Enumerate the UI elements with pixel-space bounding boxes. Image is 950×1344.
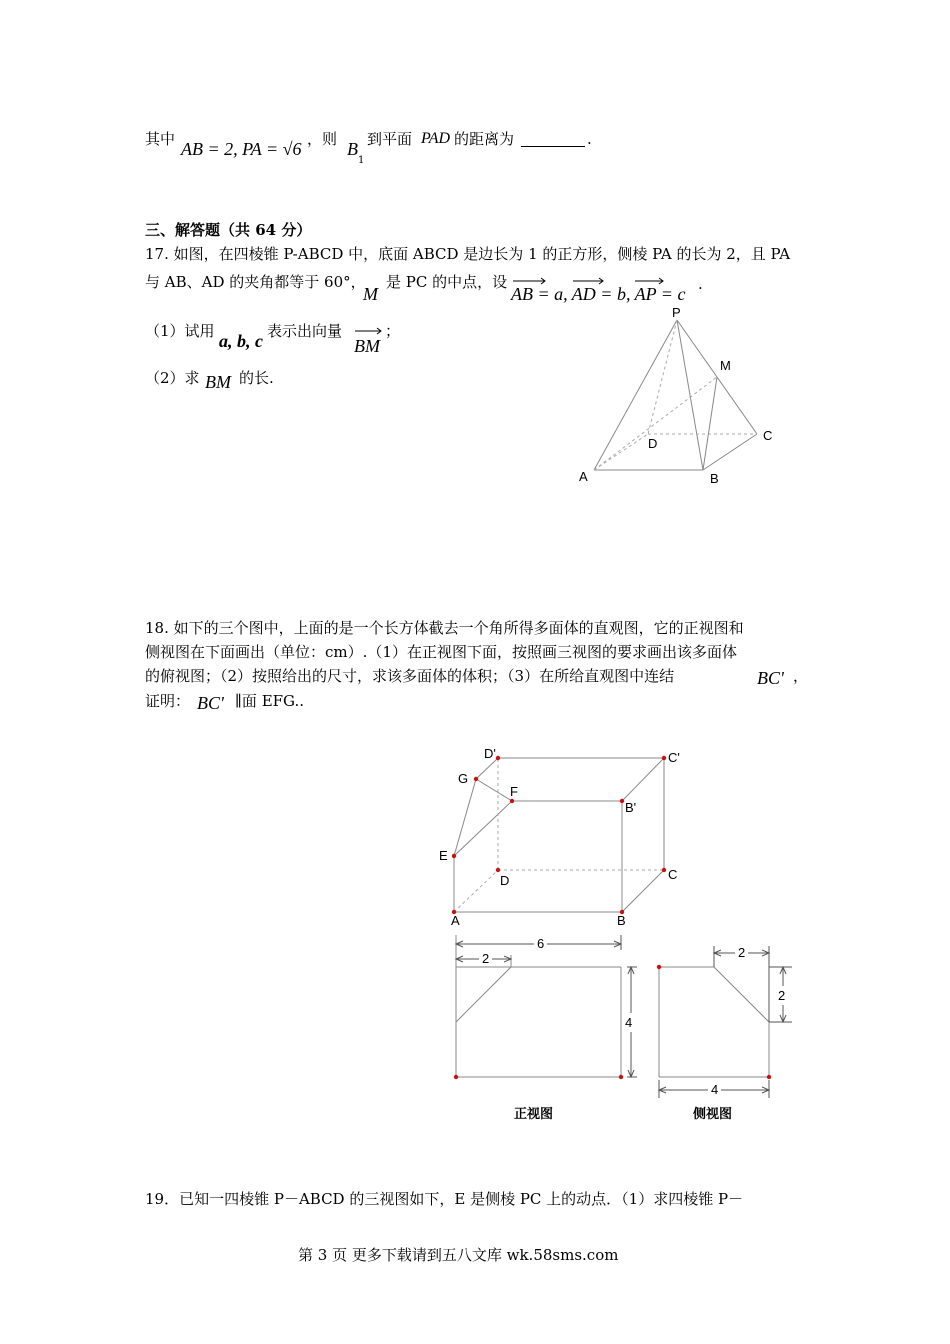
q17-part2-bm: BM [205,372,231,392]
side-dim-width: 4 [708,1082,721,1097]
q17-label-d: D [648,436,658,451]
q16-suffix: 的距离为 [454,130,515,148]
front-dim-height: 4 [625,1015,633,1030]
q18-label-d: D [500,873,510,888]
q18-label-b1: B' [625,800,637,815]
q17-label-m: M [720,358,731,373]
page-footer: 第 3 页 更多下载请到五八文库 wk.58sms.com [298,1246,619,1264]
q18-line2: 侧视图在下面画出（单位：cm）.（1）在正视图下面，按照画三视图的要求画出该多面体 [145,643,737,661]
q17-part1-abc: a, b, c [219,331,263,351]
q16-middle: 到平面 [367,130,413,148]
q17-part2-a: （2）求 [145,369,200,387]
q17-part2-b: 的长. [239,369,274,387]
q16-comma: ，则 [307,130,338,148]
q16-prefix: 其中 [145,130,176,148]
q18-line4-bc: BC' [197,693,224,713]
q18-line1: 18. 如下的三个图中，上面的是一个长方体截去一个角所得多面体的直观图，它的正视图和 [145,619,744,637]
front-view-caption: 正视图 [514,1106,554,1121]
q17-label-p: P [672,305,681,320]
q17-part1-vec: BM [354,336,380,356]
q16-end: . [587,130,592,148]
q17-part1-a: （1）试用 [145,322,215,340]
q18-label-f: F [510,784,518,799]
q17-vector-eq: AB = a, AD = b, AP = c [511,284,686,304]
front-dim-width: 6 [534,936,547,951]
q18-label-g: G [458,771,469,786]
side-dim-cut-w: 2 [735,945,748,960]
side-view-caption: 侧视图 [693,1106,733,1121]
q16-math: AB = 2, PA = √6 [181,139,302,159]
q17-line2-end: . [698,275,703,293]
q17-line2-b: 是 PC 的中点，设 [386,273,508,291]
q16-b1: B [347,139,358,159]
side-dim-cut-h: 2 [778,988,786,1003]
q18-line4-a: 证明： [145,692,191,710]
q18-line3-end: ， [793,667,809,685]
q17-line1: 17. 如图，在四棱锥 P-ABCD 中，底面 ABCD 是边长为 1 的正方形，侧棱 PA 的长为 2，且 PA [145,245,791,263]
q19-line1: 19．已知一四棱锥 P－ABCD 的三视图如下，E 是侧棱 PC 上的动点．（1）求四棱锥 P－ [145,1190,744,1208]
q16-b1-sub: 1 [358,155,365,166]
q17-label-c: C [763,428,773,443]
q18-label-d1: D' [484,746,496,761]
q18-line3-a: 的俯视图；（2）按照给出的尺寸，求该多面体的体积；（3）在所给直观图中连结 [145,667,675,685]
q18-label-c1: C' [668,750,680,765]
q18-line4-b: ∥面 EFG.. [235,692,305,710]
q17-label-a: A [579,469,588,484]
q18-line3-bc: BC' [757,668,784,688]
q18-label-c: C [668,867,678,882]
q17-part1-b: 表示出向量 [267,322,343,340]
q18-label-a: A [451,913,460,928]
q17-label-b: B [710,471,719,486]
q16-pad: PAD [421,130,451,147]
q17-line2-a: 与 AB、AD 的夹角都等于 60°， [145,273,366,291]
section-title: 三、解答题（共 64 分） [145,221,312,239]
q17-part1-end: ； [385,322,401,340]
q18-label-e: E [439,848,448,863]
q17-m: M [363,284,378,304]
q18-label-b: B [617,913,626,928]
front-dim-cut: 2 [479,951,492,966]
